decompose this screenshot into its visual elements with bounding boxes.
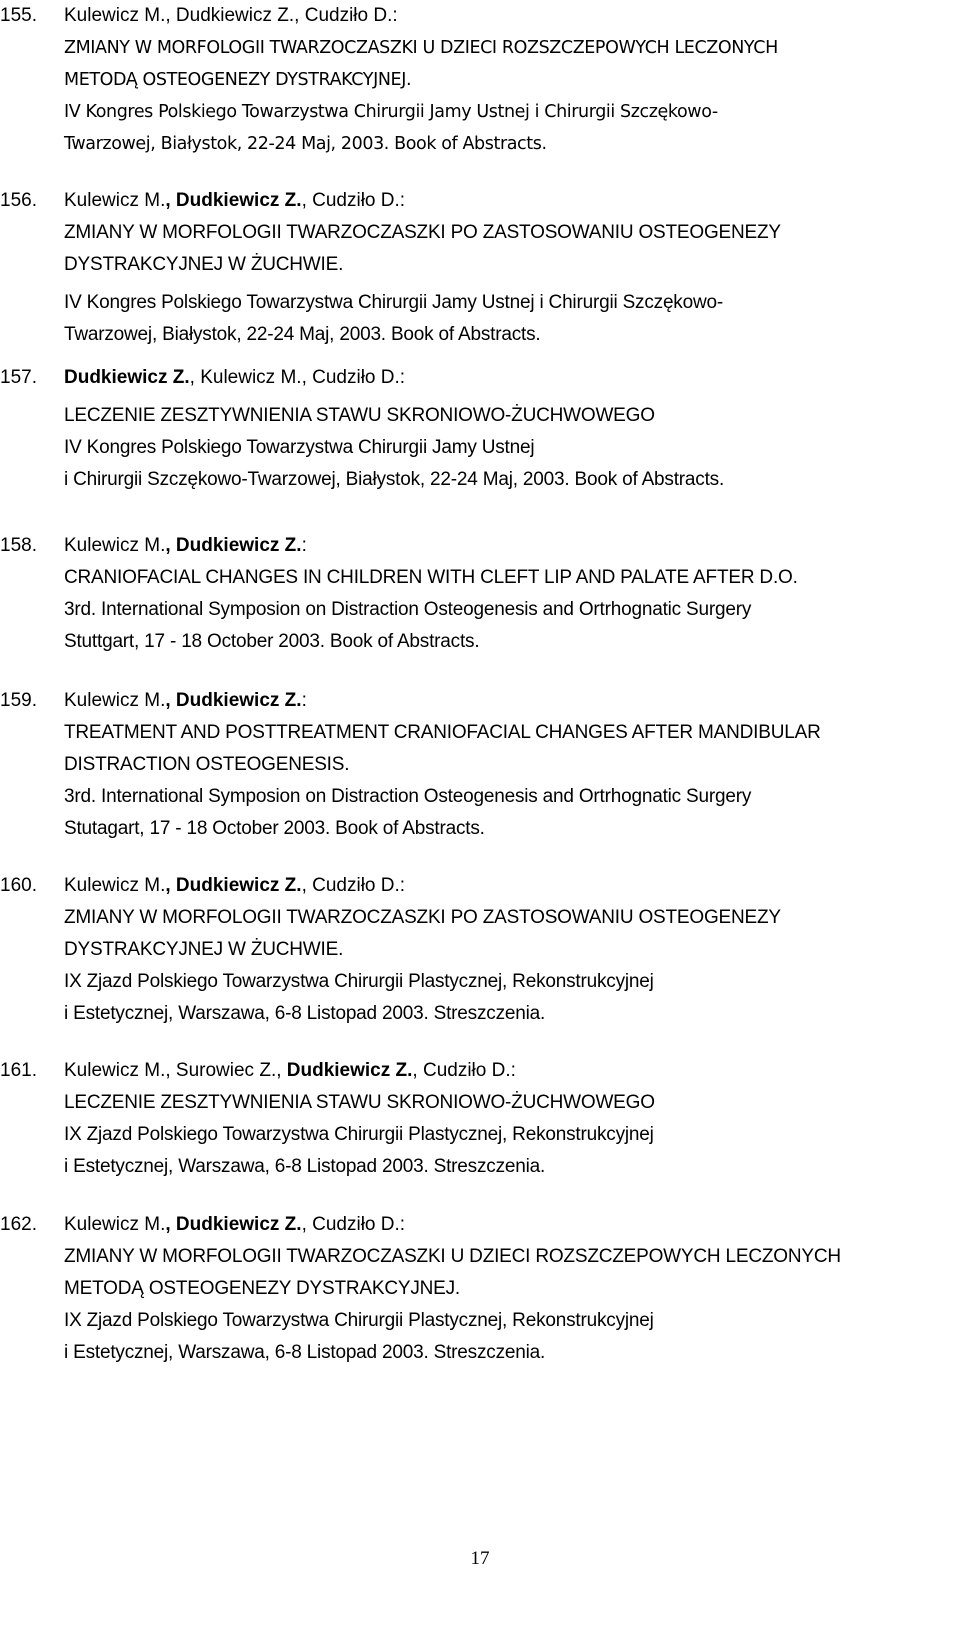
author-part: Kulewicz M.	[64, 5, 166, 26]
author-part: , Cudziło D.:	[301, 875, 406, 896]
author-part: , Dudkiewicz Z.	[165, 190, 302, 211]
entry-title-line: CRANIOFACIAL CHANGES IN CHILDREN WITH CLEFT LIP AND PALATE AFTER D.O.	[64, 567, 798, 588]
entry-venue-line: Stuttgart, 17 - 18 October 2003. Book of Abstracts.	[64, 631, 480, 652]
entry-title-line: TREATMENT AND POSTTREATMENT CRANIOFACIAL CHANGES AFTER MANDIBULAR	[64, 722, 821, 743]
author-part: , Cudziło D.:	[294, 5, 398, 26]
author-part: , Kulewicz M.	[189, 367, 302, 388]
author-part: Kulewicz M.	[64, 875, 166, 896]
entry-authors	[64, 0, 944, 32]
author-part: Dudkiewicz Z.	[64, 367, 190, 388]
author-part: , Cudziło D.:	[301, 367, 406, 388]
author-part: Kulewicz M.	[64, 1214, 166, 1235]
author-part: , Dudkiewicz Z.	[165, 535, 302, 556]
entry-venue-line: 3rd. International Symposion on Distraction Osteogenesis and Ortrhognatic Surgery	[64, 599, 752, 620]
entry-venue-line: Twarzowej, Białystok, 22-24 Maj, 2003. Book of Abstracts.	[64, 324, 541, 345]
entry-number: 161.	[0, 1060, 37, 1081]
entry-venue-line: i Estetycznej, Warszawa, 6-8 Listopad 2003. Streszczenia.	[64, 1003, 546, 1024]
entry-title-line: DISTRACTION OSTEOGENESIS.	[64, 754, 350, 775]
author-part: Kulewicz M.	[64, 690, 166, 711]
entry-title-line: LECZENIE ZESZTYWNIENIA STAWU SKRONIOWO-ŻUCHWOWEGO	[64, 405, 655, 426]
entry-venue-line: IX Zjazd Polskiego Towarzystwa Chirurgii Plastycznej, Rekonstrukcyjnej	[64, 971, 654, 992]
entry-number: 162.	[0, 1214, 37, 1235]
entry-title-line: ZMIANY W MORFOLOGII TWARZOCZASZKI U DZIECI ROZSZCZEPOWYCH LECZONYCH	[64, 38, 778, 58]
entry-venue-line: 3rd. International Symposion on Distraction Osteogenesis and Ortrhognatic Surgery	[64, 786, 752, 807]
entry-authors	[64, 185, 944, 217]
entry-title-line: ZMIANY W MORFOLOGII TWARZOCZASZKI PO ZASTOSOWANIU OSTEOGENEZY	[64, 222, 781, 243]
author-part: Kulewicz M.	[64, 535, 166, 556]
author-part: Kulewicz M., Surowiec Z.,	[64, 1060, 287, 1081]
author-part: :	[301, 535, 307, 556]
entry-authors	[64, 1209, 944, 1241]
entry-title-line: DYSTRAKCYJNEJ W ŻUCHWIE.	[64, 939, 344, 960]
author-part: , Cudziło D.:	[301, 1214, 406, 1235]
entry-venue-line: IV Kongres Polskiego Towarzystwa Chirurgii Jamy Ustnej i Chirurgii Szczękowo-	[64, 102, 718, 122]
entry-venue-line: Twarzowej, Białystok, 22-24 Maj, 2003. Book of Abstracts.	[64, 134, 547, 154]
entry-title-line: METODĄ OSTEOGENEZY DYSTRAKCYJNEJ.	[64, 70, 412, 90]
author-part: , Dudkiewicz Z.	[165, 5, 295, 26]
entry-authors	[64, 1055, 944, 1087]
author-part: Dudkiewicz Z.	[286, 1060, 413, 1081]
page-number: 17	[470, 1548, 490, 1569]
entry-venue-line: IV Kongres Polskiego Towarzystwa Chirurgii Jamy Ustnej	[64, 437, 535, 458]
entry-title-line: ZMIANY W MORFOLOGII TWARZOCZASZKI U DZIECI ROZSZCZEPOWYCH LECZONYCH	[64, 1246, 841, 1267]
entry-venue-line: i Estetycznej, Warszawa, 6-8 Listopad 2003. Streszczenia.	[64, 1342, 546, 1363]
entry-venue-line: i Chirurgii Szczękowo-Twarzowej, Białystok, 22-24 Maj, 2003. Book of Abstracts.	[64, 469, 725, 490]
author-part: :	[301, 690, 307, 711]
author-part: , Cudziło D.:	[412, 1060, 516, 1081]
entry-title-line: LECZENIE ZESZTYWNIENIA STAWU SKRONIOWO-ŻUCHWOWEGO	[64, 1092, 655, 1113]
entry-authors	[64, 530, 944, 562]
entry-number: 158.	[0, 535, 37, 556]
entry-authors	[64, 362, 944, 394]
author-part: , Dudkiewicz Z.	[165, 1214, 302, 1235]
entry-authors	[64, 685, 944, 717]
entry-number: 159.	[0, 690, 37, 711]
author-part: , Dudkiewicz Z.	[165, 690, 302, 711]
entry-venue-line: Stutagart, 17 - 18 October 2003. Book of Abstracts.	[64, 818, 485, 839]
entry-venue-line: IX Zjazd Polskiego Towarzystwa Chirurgii Plastycznej, Rekonstrukcyjnej	[64, 1124, 654, 1145]
entry-title-line: ZMIANY W MORFOLOGII TWARZOCZASZKI PO ZASTOSOWANIU OSTEOGENEZY	[64, 907, 781, 928]
entry-title-line: METODĄ OSTEOGENEZY DYSTRAKCYJNEJ.	[64, 1278, 460, 1299]
entry-number: 160.	[0, 875, 37, 896]
entry-venue-line: IX Zjazd Polskiego Towarzystwa Chirurgii Plastycznej, Rekonstrukcyjnej	[64, 1310, 654, 1331]
entry-number: 155.	[0, 5, 37, 26]
author-part: , Cudziło D.:	[301, 190, 406, 211]
entry-venue-line: i Estetycznej, Warszawa, 6-8 Listopad 2003. Streszczenia.	[64, 1156, 546, 1177]
author-part: , Dudkiewicz Z.	[165, 875, 302, 896]
entry-venue-line: IV Kongres Polskiego Towarzystwa Chirurgii Jamy Ustnej i Chirurgii Szczękowo-	[64, 292, 723, 313]
author-part: Kulewicz M.	[64, 190, 166, 211]
entry-number: 156.	[0, 190, 37, 211]
entry-authors	[64, 870, 944, 902]
entry-number: 157.	[0, 367, 37, 388]
entry-title-line: DYSTRAKCYJNEJ W ŻUCHWIE.	[64, 254, 344, 275]
